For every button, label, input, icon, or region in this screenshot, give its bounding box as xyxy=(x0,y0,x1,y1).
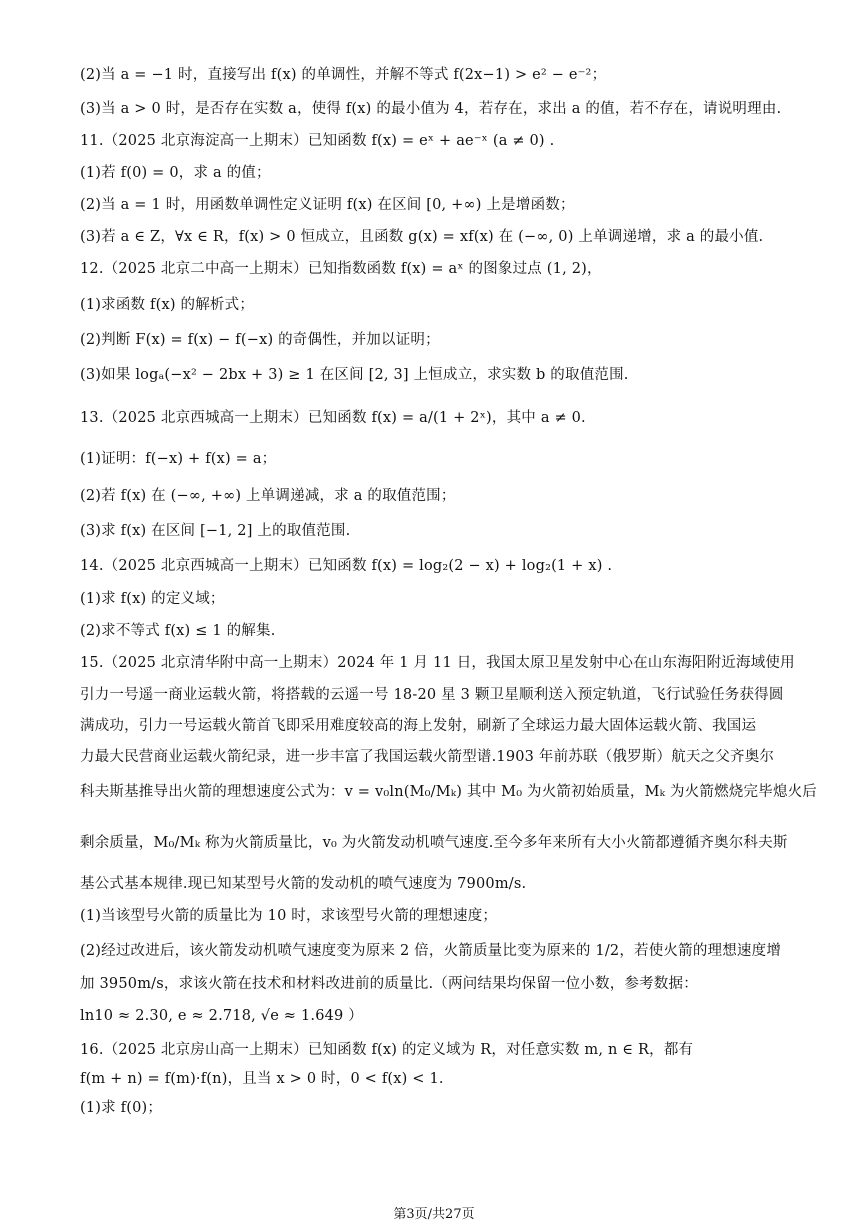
text-line: (1)求函数 f(x) 的解析式； xyxy=(80,297,255,313)
text-line: (2)若 f(x) 在 (−∞, +∞) 上单调递减，求 a 的取值范围； xyxy=(80,488,456,504)
text-line: (3)若 a ∈ Z，∀x ∈ R，f(x) > 0 恒成立，且函数 g(x) = xf(x) 在 (−∞, 0) 上单调递增，求 a 的最小值. xyxy=(80,229,764,245)
text-line: (2)当 a = −1 时，直接写出 f(x) 的单调性，并解不等式 f(2x−1) > e² − e⁻²； xyxy=(80,67,607,83)
text-line: (3)如果 logₐ(−x² − 2bx + 3) ≥ 1 在区间 [2, 3] 上恒成立，求实数 b 的取值范围. xyxy=(80,367,629,383)
text-line: (2)求不等式 f(x) ≤ 1 的解集. xyxy=(80,623,276,639)
text-line: 11.（2025 北京海淀高一上期末）已知函数 f(x) = eˣ + ae⁻ˣ (a ≠ 0) . xyxy=(80,133,555,149)
text-line: (1)证明：f(−x) + f(x) = a； xyxy=(80,451,277,467)
page-number: 第3页/共27页 xyxy=(393,1207,475,1222)
text-line: (3)求 f(x) 在区间 [−1, 2] 上的取值范围. xyxy=(80,523,351,539)
text-line: (2)经过改进后，该火箭发动机喷气速度变为原来 2 倍，火箭质量比变为原来的 1/2，若使火箭的理想速度增 xyxy=(80,943,782,959)
text-line: 12.（2025 北京二中高一上期末）已知指数函数 f(x) = aˣ 的图象过点 (1, 2)， xyxy=(80,261,602,277)
text-line: 剩余质量，M₀/Mₖ 称为火箭质量比，v₀ 为火箭发动机喷气速度.至今多年来所有大小火箭都遵循齐奥尔科夫斯 xyxy=(80,835,788,851)
text-line: 基公式基本规律.现已知某型号火箭的发动机的喷气速度为 7900m/s. xyxy=(80,876,527,892)
text-line: f(m + n) = f(m)·f(n)，且当 x > 0 时，0 < f(x) < 1. xyxy=(80,1071,444,1087)
text-line: (3)当 a > 0 时，是否存在实数 a，使得 f(x) 的最小值为 4，若存在，求出 a 的值，若不存在，请说明理由. xyxy=(80,101,782,117)
text-line: 14.（2025 北京西城高一上期末）已知函数 f(x) = log₂(2 − x) + log₂(1 + x) . xyxy=(80,558,613,574)
text-line: (2)当 a = 1 时，用函数单调性定义证明 f(x) 在区间 [0, +∞) 上是增函数； xyxy=(80,197,575,213)
text-line: ln10 ≈ 2.30, e ≈ 2.718, √e ≈ 1.649 ） xyxy=(80,1008,363,1024)
text-line: (1)求 f(0)； xyxy=(80,1100,163,1116)
text-line: 加 3950m/s，求该火箭在技术和材料改进前的质量比.（两问结果均保留一位小数，参考数据： xyxy=(80,976,698,992)
text-line: 科夫斯基推导出火箭的理想速度公式为：v = v₀ln(M₀/Mₖ) 其中 M₀ 为火箭初始质量，Mₖ 为火箭燃烧完毕熄火后 xyxy=(80,784,817,800)
text-line: 力最大民营商业运载火箭纪录，进一步丰富了我国运载火箭型谱.1903 年前苏联（俄罗斯）航天之父齐奥尔 xyxy=(80,749,775,765)
text-line: (2)判断 F(x) = f(x) − f(−x) 的奇偶性，并加以证明； xyxy=(80,332,440,348)
text-line: (1)若 f(0) = 0，求 a 的值； xyxy=(80,165,271,181)
text-line: 满成功，引力一号运载火箭首飞即采用难度较高的海上发射，刷新了全球运力最大固体运载火箭、我国运 xyxy=(80,718,757,734)
text-line: 16.（2025 北京房山高一上期末）已知函数 f(x) 的定义域为 R，对任意实数 m, n ∈ R，都有 xyxy=(80,1042,694,1058)
text-line: 15.（2025 北京清华附中高一上期末）2024 年 1 月 11 日，我国太原卫星发射中心在山东海阳附近海域使用 xyxy=(80,655,795,671)
text-line: (1)求 f(x) 的定义域； xyxy=(80,591,225,607)
text-line: 引力一号遥一商业运载火箭，将搭载的云遥一号 18-20 星 3 颗卫星顺利送入预定轨道，飞行试验任务获得圆 xyxy=(80,687,784,703)
text-line: 13.（2025 北京西城高一上期末）已知函数 f(x) = a/(1 + 2ˣ)，其中 a ≠ 0. xyxy=(80,410,586,426)
text-line: (1)当该型号火箭的质量比为 10 时，求该型号火箭的理想速度； xyxy=(80,908,498,924)
